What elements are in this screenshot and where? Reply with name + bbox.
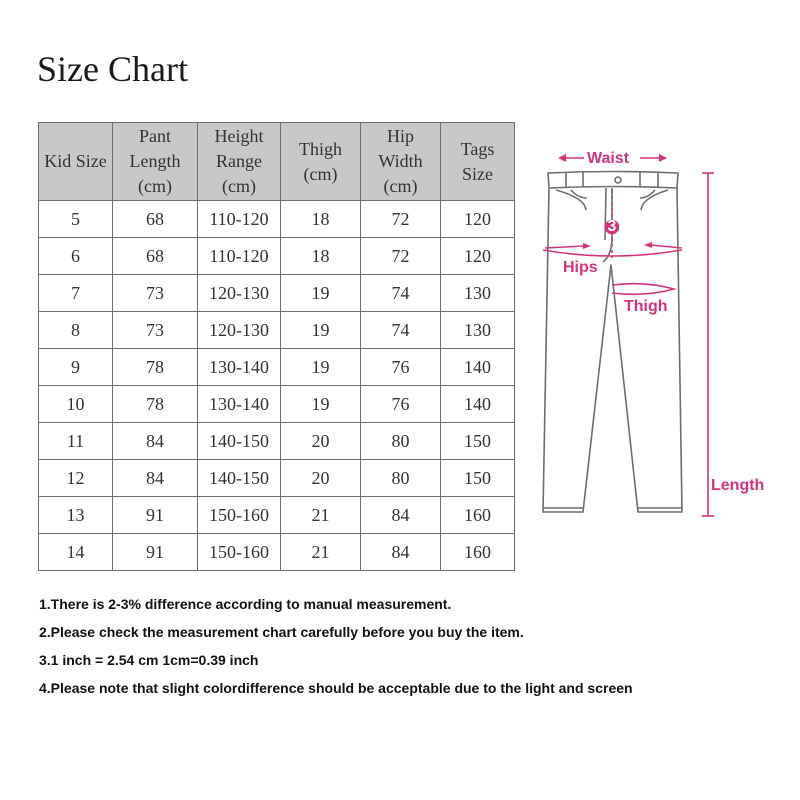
waist-label: Waist [587, 150, 630, 167]
note-item: 3.1 inch = 2.54 cm 1cm=0.39 inch [39, 652, 259, 668]
header-hip-width: Hip Width (cm) [361, 123, 441, 201]
page-title: Size Chart [37, 49, 188, 89]
pants-measurement-diagram [530, 140, 790, 530]
size-table [38, 122, 515, 571]
hips-label: Hips [563, 259, 598, 276]
note-item: 2.Please check the measurement chart carefully before you buy the item. [39, 624, 524, 640]
table-row: 12 84 140-150 20 80 150 [39, 460, 515, 497]
note-item: 1.There is 2-3% difference according to manual measurement. [39, 596, 452, 612]
notes-list [39, 596, 633, 708]
length-label: Length [711, 477, 765, 494]
thigh-label: Thigh [624, 298, 668, 315]
table-row: 14 91 150-160 21 84 160 [39, 534, 515, 571]
header-thigh: Thigh (cm) [281, 123, 361, 201]
measurement-guides [543, 154, 714, 516]
table-row: 10 78 130-140 19 76 140 [39, 386, 515, 423]
table-row: 13 91 150-160 21 84 160 [39, 497, 515, 534]
table-row: 5 68 110-120 18 72 120 [39, 201, 515, 238]
rise-marker-number: 3 [607, 218, 617, 235]
header-tags-size: Tags Size [441, 123, 515, 201]
table-row: 6 68 110-120 18 72 120 [39, 238, 515, 275]
table-row: 7 73 120-130 19 74 130 [39, 275, 515, 312]
table-header-row [39, 123, 515, 201]
table-row: 11 84 140-150 20 80 150 [39, 423, 515, 460]
header-height-range: Height Range (cm) [198, 123, 281, 201]
table-row: 8 73 120-130 19 74 130 [39, 312, 515, 349]
header-pant-length: Pant Length (cm) [113, 123, 198, 201]
header-kid-size: Kid Size [39, 123, 113, 201]
table-row: 9 78 130-140 19 76 140 [39, 349, 515, 386]
note-item: 4.Please note that slight colordifference should be acceptable due to the light and screen [39, 680, 633, 696]
